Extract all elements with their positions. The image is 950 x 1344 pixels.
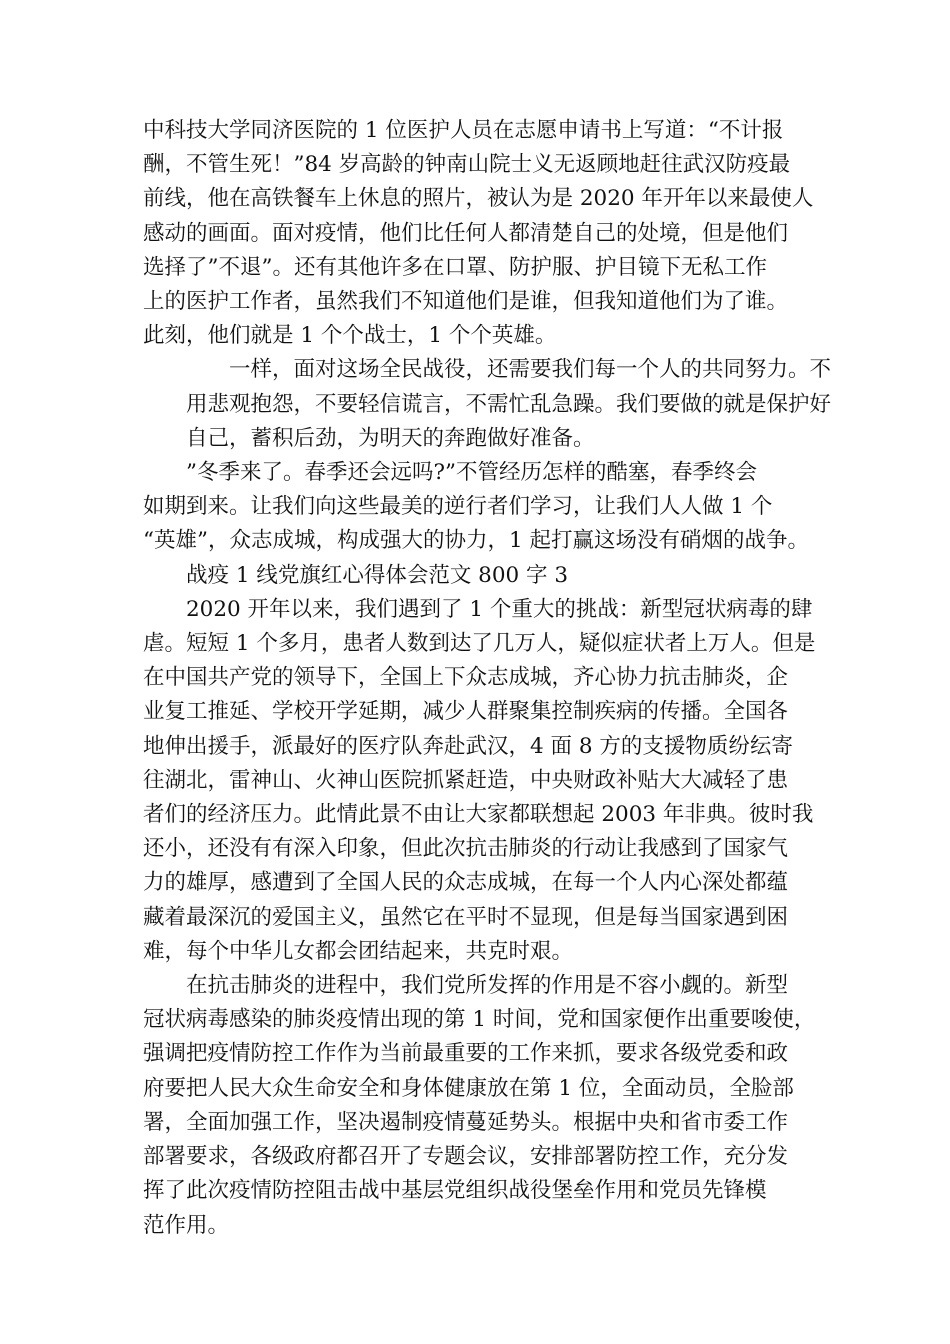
- section-heading: [143, 559, 823, 593]
- paragraph-3: [143, 456, 823, 559]
- section-title: 战疫 1 线党旗红心得体会范文 800 字 3: [186, 562, 569, 588]
- text-line: 部署要求，各级政府都召开了专题会议，安排部署防控工作，充分发: [143, 1144, 789, 1170]
- text-line: 2020 开年以来，我们遇到了 1 个重大的挑战：新型冠状病毒的肆: [186, 596, 813, 622]
- text-line: 难，每个中华儿女都会团结起来，共克时艰。: [143, 938, 574, 964]
- text-line: 用悲观抱怨，不要轻信谎言，不需忙乱急躁。我们要做的就是保护好: [186, 391, 832, 417]
- text-line: 业复工推延、学校开学延期，减少人群聚集控制疾病的传播。全国各: [143, 699, 789, 725]
- text-line: 署，全面加强工作，坚决遏制疫情蔓延势头。根据中央和省市委工作: [143, 1109, 789, 1135]
- text-line: 挥了此次疫情防控阻击战中基层党组织战役堡垒作用和党员先锋模: [143, 1178, 767, 1204]
- text-line: 府要把人民大众生命安全和身体健康放在第 1 位，全面动员，全脸部: [143, 1075, 794, 1101]
- text-line: 此刻，他们就是 1 个个战士，1 个个英雄。: [143, 323, 557, 349]
- text-line: 中科技大学同济医院的 1 位医护人员在志愿申请书上写道：“不计报: [143, 118, 784, 143]
- text-line: “英雄”，众志成城，构成强大的协力，1 起打赢这场没有硝烟的战争。: [143, 528, 809, 554]
- text-line: 前线，他在高铁餐车上休息的照片，被认为是 2020 年开年以来最使人: [143, 186, 814, 212]
- text-line: 一样，面对这场全民战役，还需要我们每一个人的共同努力。不: [229, 357, 832, 383]
- paragraph-4: [143, 593, 823, 969]
- text-line: 范作用。: [143, 1212, 230, 1238]
- paragraph-5: [143, 969, 823, 1243]
- text-line: 冠状病毒感染的肺炎疫情出现的第 1 时间，党和国家便作出重要唆使，: [143, 1007, 816, 1033]
- paragraph-1: [143, 114, 823, 353]
- text-line: 者们的经济压力。此情此景不由让大家都联想起 2003 年非典。彼时我: [143, 802, 814, 828]
- text-line: 在抗击肺炎的进程中，我们党所发挥的作用是不容小觑的。新型: [186, 973, 789, 999]
- text-line: 强调把疫情防控工作作为当前最重要的工作来抓，要求各级党委和政: [143, 1041, 789, 1067]
- text-line: 地伸出援手，派最好的医疗队奔赴武汉，4 面 8 方的支援物质纷纭寄: [143, 733, 793, 759]
- text-line: 上的医护工作者，虽然我们不知道他们是谁，但我知道他们为了谁。: [143, 289, 789, 315]
- text-line: 选择了”不退”。还有其他许多在口罩、防护服、护目镜下无私工作: [143, 254, 767, 280]
- text-line: 往湖北，雷神山、火神山医院抓紧赶造，中央财政补贴大大减轻了患: [143, 767, 789, 793]
- text-line: 还小，还没有有深入印象，但此次抗击肺炎的行动让我感到了国家气: [143, 836, 789, 862]
- text-line: 藏着最深沉的爱国主义，虽然它在平时不显现，但是每当国家遇到困: [143, 904, 789, 930]
- text-line: 力的雄厚，感遭到了全国人民的众志成城，在每一个人内心深处都蕴: [143, 870, 789, 896]
- text-line: 酬，不管生死！”84 岁高龄的钟南山院士义无返顾地赶往武汉防疫最: [143, 152, 791, 178]
- text-line: 在中国共产党的领导下，全国上下众志成城，齐心协力抗击肺炎，企: [143, 665, 789, 691]
- text-line: ”冬季来了。春季还会远吗?”不管经历怎样的酷塞，春季终会: [186, 460, 758, 486]
- text-line: 自己，蓄积后劲，为明天的奔跑做好准备。: [186, 425, 595, 451]
- paragraph-2: [143, 353, 832, 456]
- text-line: 如期到来。让我们向这些最美的逆行者们学习，让我们人人做 1 个: [143, 494, 773, 520]
- text-line: 虐。短短 1 个多月，患者人数到达了几万人，疑似症状者上万人。但是: [143, 631, 816, 657]
- text-line: 感动的画面。面对疫情，他们比任何人都清楚自己的处境，但是他们: [143, 220, 789, 246]
- document-body: [143, 114, 832, 1243]
